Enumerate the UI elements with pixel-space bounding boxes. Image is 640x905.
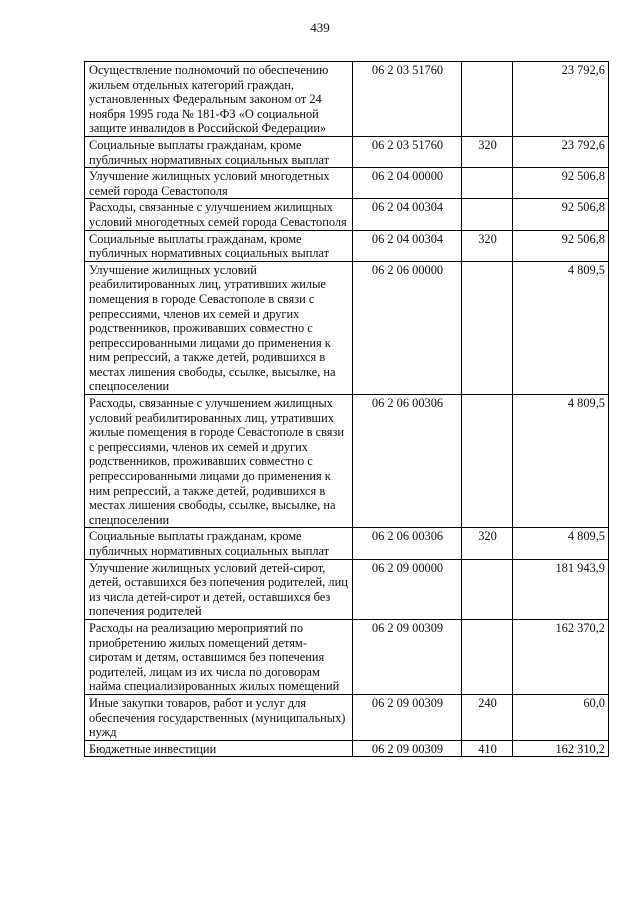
row-sum: 92 506,8 (513, 168, 609, 199)
row-code: 06 2 03 51760 (353, 136, 462, 167)
row-name: Социальные выплаты гражданам, кроме публичных нормативных социальных выплат (85, 528, 353, 559)
row-name: Расходы на реализацию мероприятий по приобретению жилых помещений детям-сиротам и детям, оставшимся без попечения родителей, лицам из их числа по договорам найма специализированных жилых помещений (85, 619, 353, 694)
row-name: Улучшение жилищных условий реабилитированных лиц, утративших жилые помещения в городе Севастополе в связи с репрессиями, членов их семей и других родственников, проживавших совместно с репрессированными лицами до применения к ним репрессий, а также детей, родившихся в местах лишения свободы, ссылке, высылке, на спецпоселении (85, 261, 353, 394)
row-code: 06 2 04 00304 (353, 230, 462, 261)
row-code: 06 2 09 00309 (353, 740, 462, 757)
table-row (85, 62, 609, 137)
row-type: 410 (462, 740, 513, 757)
row-name: Улучшение жилищных условий многодетных семей города Севастополя (85, 168, 353, 199)
row-code: 06 2 06 00306 (353, 528, 462, 559)
row-type: 320 (462, 230, 513, 261)
row-code: 06 2 04 00304 (353, 199, 462, 230)
table-row (85, 395, 609, 528)
row-code: 06 2 06 00306 (353, 395, 462, 528)
budget-table (84, 61, 609, 757)
row-sum: 181 943,9 (513, 559, 609, 619)
row-sum: 92 506,8 (513, 230, 609, 261)
row-type (462, 619, 513, 694)
table-row (85, 136, 609, 167)
table-row (85, 168, 609, 199)
row-sum: 162 310,2 (513, 740, 609, 757)
table-row (85, 230, 609, 261)
row-type (462, 559, 513, 619)
row-type (462, 168, 513, 199)
row-type: 320 (462, 528, 513, 559)
table-row (85, 261, 609, 394)
table-row (85, 619, 609, 694)
row-code: 06 2 09 00309 (353, 619, 462, 694)
table-row (85, 559, 609, 619)
row-type (462, 261, 513, 394)
table-row (85, 199, 609, 230)
row-name: Осуществление полномочий по обеспечению жильем отдельных категорий граждан, установленных Федеральным законом от 24 ноября 1995 года № 181-ФЗ «О социальной защите инвалидов в Российской Федерации» (85, 62, 353, 137)
row-sum: 92 506,8 (513, 199, 609, 230)
row-type: 320 (462, 136, 513, 167)
row-type (462, 199, 513, 230)
table-row (85, 740, 609, 757)
row-name: Бюджетные инвестиции (85, 740, 353, 757)
page-number: 439 (310, 20, 330, 35)
row-sum: 23 792,6 (513, 136, 609, 167)
row-name: Социальные выплаты гражданам, кроме публичных нормативных социальных выплат (85, 230, 353, 261)
row-sum: 162 370,2 (513, 619, 609, 694)
row-code: 06 2 09 00000 (353, 559, 462, 619)
row-code: 06 2 09 00309 (353, 694, 462, 740)
row-name: Иные закупки товаров, работ и услуг для обеспечения государственных (муниципальных) нужд (85, 694, 353, 740)
row-sum: 4 809,5 (513, 528, 609, 559)
row-type (462, 395, 513, 528)
row-name: Расходы, связанные с улучшением жилищных условий реабилитированных лиц, утративших жилые помещения в городе Севастополе в связи с репрессиями, членов их семей и других родственников, проживавших совместно с репрессированными лицами до применения к ним репрессий, а также детей, родившихся в местах лишения свободы, ссылке, высылке, на спецпоселении (85, 395, 353, 528)
row-name: Расходы, связанные с улучшением жилищных условий многодетных семей города Севастополя (85, 199, 353, 230)
row-sum: 60,0 (513, 694, 609, 740)
row-type: 240 (462, 694, 513, 740)
row-code: 06 2 06 00000 (353, 261, 462, 394)
row-type (462, 62, 513, 137)
row-name: Улучшение жилищных условий детей-сирот, детей, оставшихся без попечения родителей, лиц из числа детей-сирот и детей, оставшихся без попечения родителей (85, 559, 353, 619)
row-code: 06 2 03 51760 (353, 62, 462, 137)
table-row (85, 528, 609, 559)
row-sum: 4 809,5 (513, 261, 609, 394)
row-name: Социальные выплаты гражданам, кроме публичных нормативных социальных выплат (85, 136, 353, 167)
row-sum: 23 792,6 (513, 62, 609, 137)
row-sum: 4 809,5 (513, 395, 609, 528)
row-code: 06 2 04 00000 (353, 168, 462, 199)
table-row (85, 694, 609, 740)
